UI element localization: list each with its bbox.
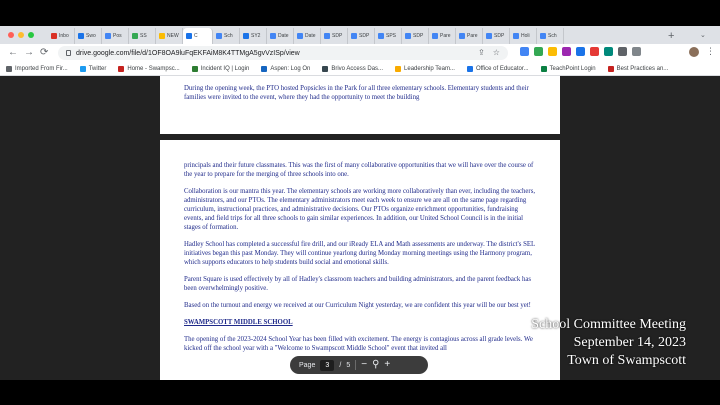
browser-tab[interactable] — [156, 28, 183, 44]
document-page-2 — [160, 76, 560, 134]
bookmark-favicon-icon — [118, 66, 124, 72]
browser-tab[interactable] — [183, 28, 213, 44]
window-controls — [8, 32, 34, 38]
paragraph: Based on the turnout and energy we received at our Curriculum Night yesterday, we are confident this year will be our best yet! — [184, 302, 531, 309]
tab-label: NEW — [167, 33, 179, 39]
extension-icon[interactable] — [590, 47, 599, 56]
tab-favicon-icon — [324, 33, 330, 39]
page-total: 5 — [346, 361, 351, 369]
tab-favicon-icon — [486, 33, 492, 39]
tab-favicon-icon — [51, 33, 57, 39]
bookmark-item[interactable] — [80, 66, 107, 72]
bookmark-label: Imported From Fir... — [15, 65, 68, 72]
sidebar-icon[interactable] — [632, 47, 641, 56]
browser-tab[interactable] — [48, 28, 75, 44]
browser-tabs — [48, 28, 564, 44]
back-button[interactable]: ← — [8, 47, 18, 58]
magnifier-icon: ⚲ — [372, 359, 380, 370]
bookmark-favicon-icon — [608, 66, 614, 72]
browser-tab[interactable] — [429, 28, 456, 44]
address-bar-actions — [478, 48, 500, 57]
browser-tab[interactable] — [456, 28, 483, 44]
extension-icon[interactable] — [534, 47, 543, 56]
extension-icon[interactable] — [520, 47, 529, 56]
tab-favicon-icon — [159, 33, 165, 39]
bookmark-star-icon[interactable]: ☆ — [492, 48, 500, 57]
tab-label: C — [194, 33, 198, 39]
tab-label: SS — [140, 33, 147, 39]
browser-tab[interactable] — [348, 28, 375, 44]
tab-favicon-icon — [459, 33, 465, 39]
paragraph: Parent Square is used effectively by all of Hadley's classroom teachers and building administrators, and the parent feedback has been overwhelmingly positive. — [184, 276, 532, 292]
tab-favicon-icon — [540, 33, 546, 39]
tab-favicon-icon — [78, 33, 84, 39]
tab-favicon-icon — [186, 33, 192, 39]
tab-favicon-icon — [132, 33, 138, 39]
video-caption — [531, 316, 686, 370]
tab-label: SDP — [494, 33, 505, 39]
tab-favicon-icon — [432, 33, 438, 39]
section-heading: SWAMPSCOTT MIDDLE SCHOOL — [184, 319, 293, 326]
paragraph: Collaboration is our mantra this year. The elementary schools are working more collaboratively than ever, including the teachers, administrators, and our PTOs. The elementary administrators meet each week to ensure we are all on the same page regarding curriculum, instructional practices, and administrative decisions. Our PTOs organize enrichment opportunities, fundraising events, and field trips for all three schools to gain similar experiences. In addition, our United School Council is in the initial stages of formation. — [184, 188, 536, 231]
bookmark-item[interactable] — [118, 66, 179, 72]
puzzle-icon[interactable] — [618, 47, 627, 56]
paragraph: principals and their future classmates. This was the first of many collaborative opportunities that we will have over the course of the year to prepare for the merging of three schools into one. — [184, 162, 534, 178]
extension-icon[interactable] — [562, 47, 571, 56]
tab-label: SDP — [359, 33, 370, 39]
tab-label: Sch — [224, 33, 233, 39]
extension-icon[interactable] — [576, 47, 585, 56]
bookmark-item[interactable] — [192, 66, 250, 72]
bookmark-label: TeachPoint Login — [549, 65, 596, 72]
browser-tab[interactable] — [483, 28, 510, 44]
tab-label: Swo — [86, 33, 96, 39]
bookmark-item[interactable] — [467, 66, 529, 72]
bookmark-label: Home - Swampsc... — [127, 65, 180, 72]
page-label: Page — [299, 361, 316, 369]
tab-label: Pos — [113, 33, 122, 39]
tab-label: SPS — [386, 33, 397, 39]
extension-icon[interactable] — [548, 47, 557, 56]
bookmark-favicon-icon — [261, 66, 267, 72]
zoom-out-button[interactable]: − — [361, 359, 368, 370]
page-navigation-bar — [290, 356, 428, 374]
close-window-button[interactable] — [8, 32, 14, 38]
browser-tab[interactable] — [294, 28, 321, 44]
browser-tab[interactable] — [75, 28, 102, 44]
page-number-input[interactable]: 3 — [320, 360, 334, 371]
bookmark-label: Office of Educator... — [475, 65, 529, 72]
bookmark-favicon-icon — [192, 66, 198, 72]
tab-search-icon[interactable]: ⌄ — [700, 32, 706, 39]
paragraph: During the opening week, the PTO hosted Popsicles in the Park for all three elementary schools. Elementary students and their families were invited to the event, where they had the opportunity to meet the building — [184, 85, 529, 101]
share-icon[interactable]: ⇪ — [478, 48, 485, 57]
forward-button[interactable]: → — [24, 47, 34, 58]
bookmark-item[interactable] — [395, 66, 455, 72]
caption-title: School Committee Meeting — [531, 317, 686, 332]
tab-label: Date — [305, 33, 316, 39]
lock-icon — [66, 50, 71, 56]
bookmark-favicon-icon — [541, 66, 547, 72]
extensions-area — [520, 47, 641, 56]
bookmarks-bar — [0, 62, 720, 76]
caption-date: September 14, 2023 — [573, 335, 686, 350]
more-menu-icon[interactable]: ⋮ — [706, 46, 715, 56]
browser-tab[interactable] — [267, 28, 294, 44]
bookmark-item[interactable] — [322, 66, 383, 72]
browser-tab[interactable] — [510, 28, 537, 44]
browser-tab[interactable] — [129, 28, 156, 44]
bookmark-favicon-icon — [322, 66, 328, 72]
page-separator: / — [339, 361, 342, 369]
tab-favicon-icon — [105, 33, 111, 39]
tab-label: Date — [278, 33, 289, 39]
tab-label: Pare — [467, 33, 478, 39]
tab-favicon-icon — [513, 33, 519, 39]
bookmark-item[interactable] — [541, 66, 596, 72]
browser-tab[interactable] — [402, 28, 429, 44]
bookmark-favicon-icon — [80, 66, 86, 72]
divider — [355, 360, 356, 370]
browser-tab[interactable] — [375, 28, 402, 44]
extension-icon[interactable] — [604, 47, 613, 56]
bookmark-item[interactable] — [261, 66, 310, 72]
bookmark-favicon-icon — [395, 66, 401, 72]
tab-favicon-icon — [270, 33, 276, 39]
browser-tab[interactable] — [240, 28, 267, 44]
paragraph: The opening of the 2023-2024 School Year has been filled with excitement. The energy is contagious across all grade levels. We kicked off the school year with a "Welcome to Swampscott Middle School" event that invited all — [184, 336, 533, 352]
browser-tab[interactable] — [537, 28, 564, 44]
bookmark-label: Leadership Team... — [404, 65, 455, 72]
bottom-letterbox — [0, 380, 720, 405]
tab-label: Inbo — [59, 33, 69, 39]
url-text: drive.google.com/file/d/1OF8OA9luFqEKFAiM8K4TTMgA5gvVzISp/view — [76, 49, 300, 57]
tab-label: Holi — [521, 33, 530, 39]
paragraph: Hadley School has completed a successful fire drill, and our iReady ELA and Math assessments are underway. The district's SEL initiatives began this past Monday. They will continue yearlong during Monday morning meetings using the Harmony program, which supports educators to help students build social and emotional skills. — [184, 241, 535, 266]
tab-favicon-icon — [351, 33, 357, 39]
maximize-window-button[interactable] — [28, 32, 34, 38]
bookmark-favicon-icon — [6, 66, 12, 72]
address-bar[interactable] — [58, 46, 508, 60]
reload-button[interactable]: ⟳ — [40, 47, 49, 58]
tab-favicon-icon — [297, 33, 303, 39]
tab-favicon-icon — [216, 33, 222, 39]
browser-tab[interactable] — [102, 28, 129, 44]
browser-tab[interactable] — [213, 28, 240, 44]
bookmark-label: Aspen: Log On — [270, 65, 311, 72]
tab-favicon-icon — [243, 33, 249, 39]
bookmark-favicon-icon — [467, 66, 473, 72]
profile-avatar[interactable] — [689, 47, 699, 57]
bookmark-label: Twitter — [88, 65, 107, 72]
tab-label: SDP — [413, 33, 424, 39]
caption-town: Town of Swampscott — [567, 353, 686, 368]
tab-label: SDP — [332, 33, 343, 39]
zoom-in-button[interactable]: + — [384, 359, 391, 370]
tab-label: Pare — [440, 33, 451, 39]
new-tab-button[interactable]: + — [668, 30, 675, 42]
minimize-window-button[interactable] — [18, 32, 24, 38]
tab-favicon-icon — [405, 33, 411, 39]
tab-favicon-icon — [378, 33, 384, 39]
tab-label: SY2 — [251, 33, 261, 39]
bookmark-label: Brivo Access Das... — [331, 65, 384, 72]
browser-tab[interactable] — [321, 28, 348, 44]
document-page-3 — [160, 140, 560, 390]
bookmark-label: Incident IQ | Login — [200, 65, 250, 72]
bookmark-item[interactable] — [6, 66, 68, 72]
bookmark-label: Best Practices an... — [616, 65, 669, 72]
bookmark-item[interactable] — [608, 66, 669, 72]
tab-label: Sch — [548, 33, 557, 39]
